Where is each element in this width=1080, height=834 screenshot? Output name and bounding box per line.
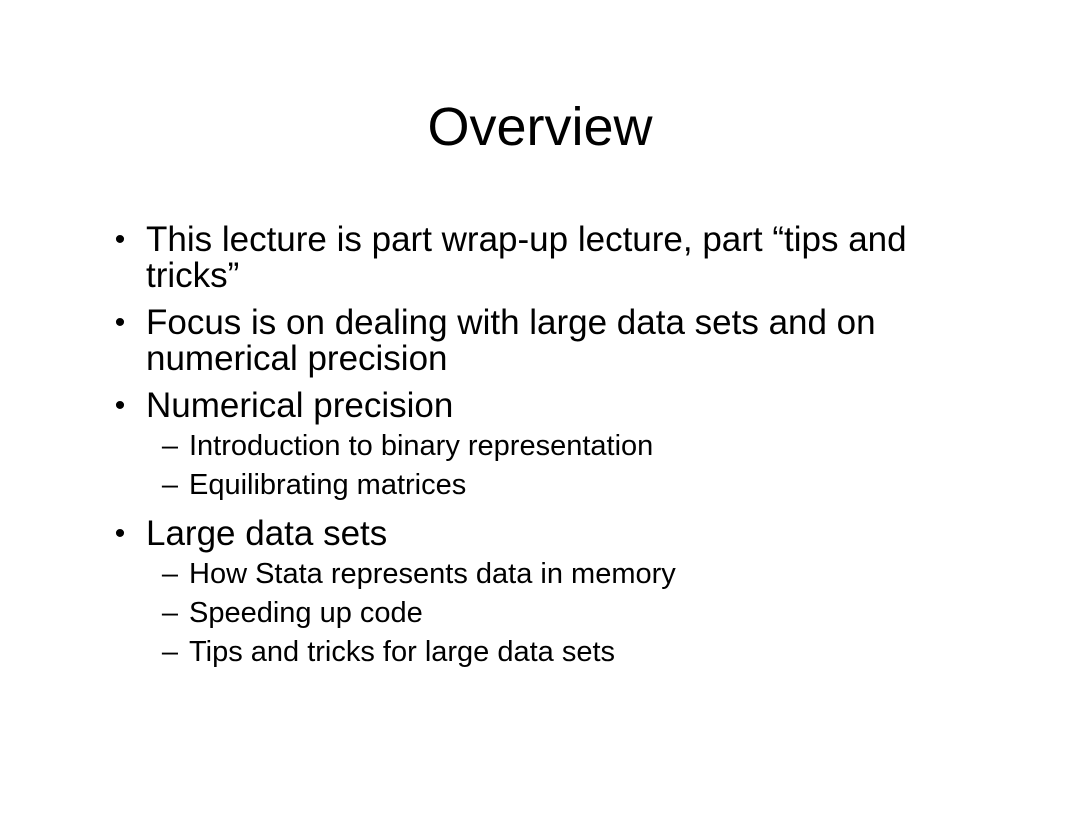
sub-bullet-marker: – [161,430,179,462]
sub-bullet-list [108,555,968,672]
sub-bullet-item [108,466,968,505]
bullet-list [108,222,968,672]
sub-bullet-item [108,594,968,633]
slide-title: Overview [427,97,653,157]
sub-bullet-text: How Stata represents data in memory [189,558,676,590]
sub-bullet-text: Speeding up code [189,597,423,629]
sub-bullet-text: Equilibrating matrices [189,469,467,501]
bullet-text: Large data sets [146,514,388,553]
sub-bullet-marker: – [161,597,179,629]
sub-bullet-marker: – [161,558,179,590]
bullet-marker: • [114,306,126,339]
bullet-item [108,222,968,294]
sub-bullet-marker: – [161,636,179,668]
bullet-text: Focus is on dealing with large data sets and on numerical precision [146,303,876,378]
sub-bullet-text: Introduction to binary representation [189,430,654,462]
bullet-item [108,516,968,552]
bullet-text: Numerical precision [146,386,454,425]
bullet-item [108,305,968,377]
bullet-marker: • [114,389,126,422]
bullet-text: This lecture is part wrap-up lecture, part “tips and tricks” [146,220,907,295]
sub-bullet-marker: – [161,469,179,501]
bullet-marker: • [114,223,126,256]
sub-bullet-text: Tips and tricks for large data sets [189,636,616,668]
sub-bullet-list [108,427,968,505]
sub-bullet-item [108,555,968,594]
bullet-marker: • [114,517,126,550]
bullet-item [108,388,968,424]
sub-bullet-item [108,633,968,672]
sub-bullet-item [108,427,968,466]
